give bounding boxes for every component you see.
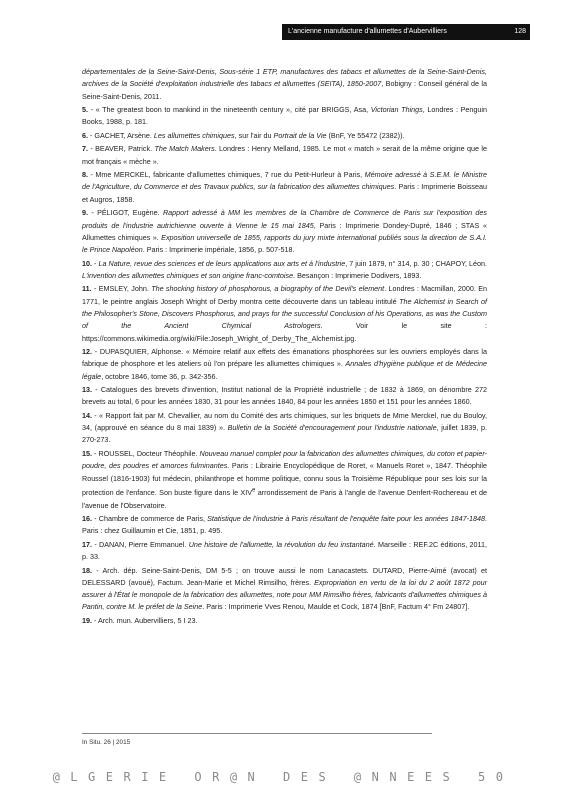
endnote bbox=[82, 346, 487, 383]
endnote bbox=[82, 539, 487, 564]
endnote-text: départementales de la Seine-Saint-Denis, Sous-série 1 ETP, manufactures des tabacs et allumettes de la Seine-Saint-Denis, archives de la Société d'exploitation industrielle des tabacs et allumettes (SEITA), 1850-2007, Bobigny : Conseil général de la Seine-Saint-Denis, 2011. bbox=[82, 67, 487, 101]
endnote bbox=[82, 410, 487, 447]
journal-reference: In Situ. 26 | 2015 bbox=[82, 739, 131, 746]
endnote-text: - PÉLIGOT, Eugène. Rapport adressé à MM les membres de la Chambre de Commerce de Paris sur l'exposition des produits de l'industrie autrichienne ouverte à Vienne le 15 mai 1845, Paris : Imprimerie Dondey-Dupré, 1846 ; STAS « Allumettes chimiques ». Exposition universelle de 1855, rapports du jury mixte international publiés sous la direction de S.A.I. le Prince Napoléon. Paris : Imprimerie impériale, 1856, p. 507-518. bbox=[82, 208, 488, 255]
endnote-number: 13. bbox=[82, 385, 92, 395]
watermark-text: @LGERIE OR@N DES @NNEES 50 bbox=[52, 770, 514, 784]
endnote-text: - Catalogues des brevets d'invention, Institut national de la Propriété industrielle ; de 1832 à 1869, on dénombre 272 brevets au total, 6 pour les années 1830, 31 pour les années 1840, 84 pour les années 1850 et 151 pour les années 1860. bbox=[82, 385, 487, 407]
endnote bbox=[82, 615, 487, 627]
endnote-text: - « Rapport fait par M. Chevallier, au nom du Comité des arts chimiques, sur les briquets de Mme Merckel, rue du Bouloy, 34, (approuvé en séance du 8 mai 1839) ». Bulletin de la Société d'encouragement pour l'industrie nationale, juillet 1839, p. 270-273. bbox=[82, 410, 487, 445]
endnote-number: 15. bbox=[82, 448, 92, 458]
endnote-number: 19. bbox=[82, 615, 92, 625]
endnote-number: 11. bbox=[82, 284, 92, 294]
endnote-number: 7. bbox=[82, 144, 88, 154]
endnote-text: - DANAN, Pierre Emmanuel. Une histoire de l'allumette, la révolution du feu instantané. Marseille : REF.2C éditions, 2011, p. 33. bbox=[82, 539, 487, 562]
endnote-text: - EMSLEY, John. The shocking history of phosphorous, a biography of the Devil's element. Londres : Macmillan, 2000. En 1771, le peintre anglais Joseph Wright of Derby montra cette découverte dans un tableau intitulé The Alchemist in Search of the Philosopher's Stone, Discovers Phosphorus, and prays for the successful Conclusion of his Operations, as was the Custom of the Ancient Chymical Astrologers. Voir le site : https://commons.wikimedia.org/wiki/File:Joseph_Wright_of_Derby_The_Alchemist.jpg. bbox=[82, 284, 488, 343]
endnote-text: - GACHET, Arsène. Les allumettes chimiques, sur l'air du Portrait de la Vie (BnF, Ye 55472 (2382)). bbox=[88, 130, 405, 140]
endnote bbox=[82, 513, 487, 538]
endnote bbox=[82, 283, 487, 344]
endnote bbox=[82, 207, 487, 256]
endnote-number: 9. bbox=[82, 208, 88, 218]
endnote-number: 6. bbox=[82, 130, 88, 140]
endnote bbox=[82, 143, 487, 168]
endnote-number: 12. bbox=[82, 347, 92, 357]
running-header bbox=[282, 24, 530, 40]
endnote-number: 5. bbox=[82, 105, 88, 115]
endnote bbox=[82, 258, 487, 283]
page-number: 128 bbox=[514, 28, 526, 35]
endnote bbox=[82, 384, 487, 409]
endnote-text: - ROUSSEL, Docteur Théophile. Nouveau manuel complet pour la fabrication des allumettes chimiques, du coton et papier-poudre, des poudres et amorces fulminantes. Paris : Librairie Encyclopédique de Roret, « Manuels Roret », 1847. Théophile Roussel (1816-1903) fut médecin, philanthrope et homme politique, connu sous la Troisième République pour ses lois sur la protection de l'enfance. Son buste figure dans le XIVe arrondissement de Paris à l'angle de l'avenue Denfert-Rochereau et de l'avenue de l'Observatoire. bbox=[82, 448, 488, 510]
endnote bbox=[82, 66, 487, 103]
endnote-number: 18. bbox=[82, 565, 92, 575]
endnote-text: - Mme MERCKEL, fabricante d'allumettes chimiques, 7 rue du Petit-Hurleur à Paris, Mémoire adressé à S.E.M. le Ministre de l'Agriculture, du Commerce et des Travaux publics, sur la fabrication des allumettes chimiques. Paris : Imprimerie Boisseau et Augros, 1858. bbox=[82, 170, 487, 204]
endnote bbox=[82, 130, 487, 142]
endnote bbox=[82, 448, 487, 512]
endnote bbox=[82, 169, 487, 206]
endnote-number: 10. bbox=[82, 258, 92, 268]
endnote-text: - DUPASQUIER, Alphonse. « Mémoire relatif aux effets des émanations phosphorées sur les ouvriers employés dans la fabrique de phosphore et les ateliers où l'on prépare les allumettes chimiques ». Annales d'hygiène publique et de Médecine légale, octobre 1846, tome 36, p. 342-356. bbox=[82, 347, 488, 381]
endnote bbox=[82, 565, 487, 614]
running-title: L'ancienne manufacture d'allumettes d'Aubervilliers bbox=[288, 28, 447, 35]
endnote bbox=[82, 104, 487, 129]
endnote-text: - « The greatest boon to mankind in the nineteenth century », cité par BRIGGS, Asa, Victorian Things, Londres : Penguin Books, 1988, p. 181. bbox=[82, 105, 488, 127]
endnote-text: - Arch. dép. Seine-Saint-Denis, DM 5-5 ; on trouve aussi le nom Lanacastets. DUTARD, Pierre-Aimé (avocat) et DELESSARD (avoué), Factum. Jean-Marie et Michel Rimsilho, frères. Expropriation en vertu de la loi du 2 août 1872 pour assurer à l'État le monopole de la fabrication des allumettes, note pour MM Rimsilho frères, fabricants d'allumettes chimiques à Pantin, contre M. le préfet de la Seine. Paris : Imprimerie Vves Renou, Maulde et Cock, 1874 [BnF, Factum 4° Fm 24807]. bbox=[82, 565, 487, 612]
endnote-text: - Arch. mun. Aubervilliers, 5 I 23. bbox=[92, 615, 198, 625]
endnote-number: 17. bbox=[82, 539, 92, 549]
endnote-text: - BEAVER, Patrick. The Match Makers. Londres : Henry Melland, 1985. Le mot « match » serait de la même origine que le mot français « mèche ». bbox=[82, 144, 487, 166]
endnote-number: 8. bbox=[82, 170, 88, 180]
endnote-text: - Chambre de commerce de Paris, Statistique de l'industrie à Paris résultant de l'enquête faite pour les années 1847-1848. Paris : chez Guillaumin et Cie, 1851, p. 495. bbox=[82, 514, 488, 536]
endnote-number: 16. bbox=[82, 514, 92, 524]
footer-divider bbox=[82, 733, 432, 734]
endnote-number: 14. bbox=[82, 410, 92, 420]
endnotes-list bbox=[82, 66, 487, 628]
endnote-text: - La Nature, revue des sciences et de leurs applications aux arts et à l'industrie, 7 juin 1879, n° 314, p. 30 ; CHAPOY, Léon. L'invention des allumettes chimiques et son origine franc-comtoise. Besançon : Imprimerie Dodivers, 1893. bbox=[82, 258, 487, 280]
